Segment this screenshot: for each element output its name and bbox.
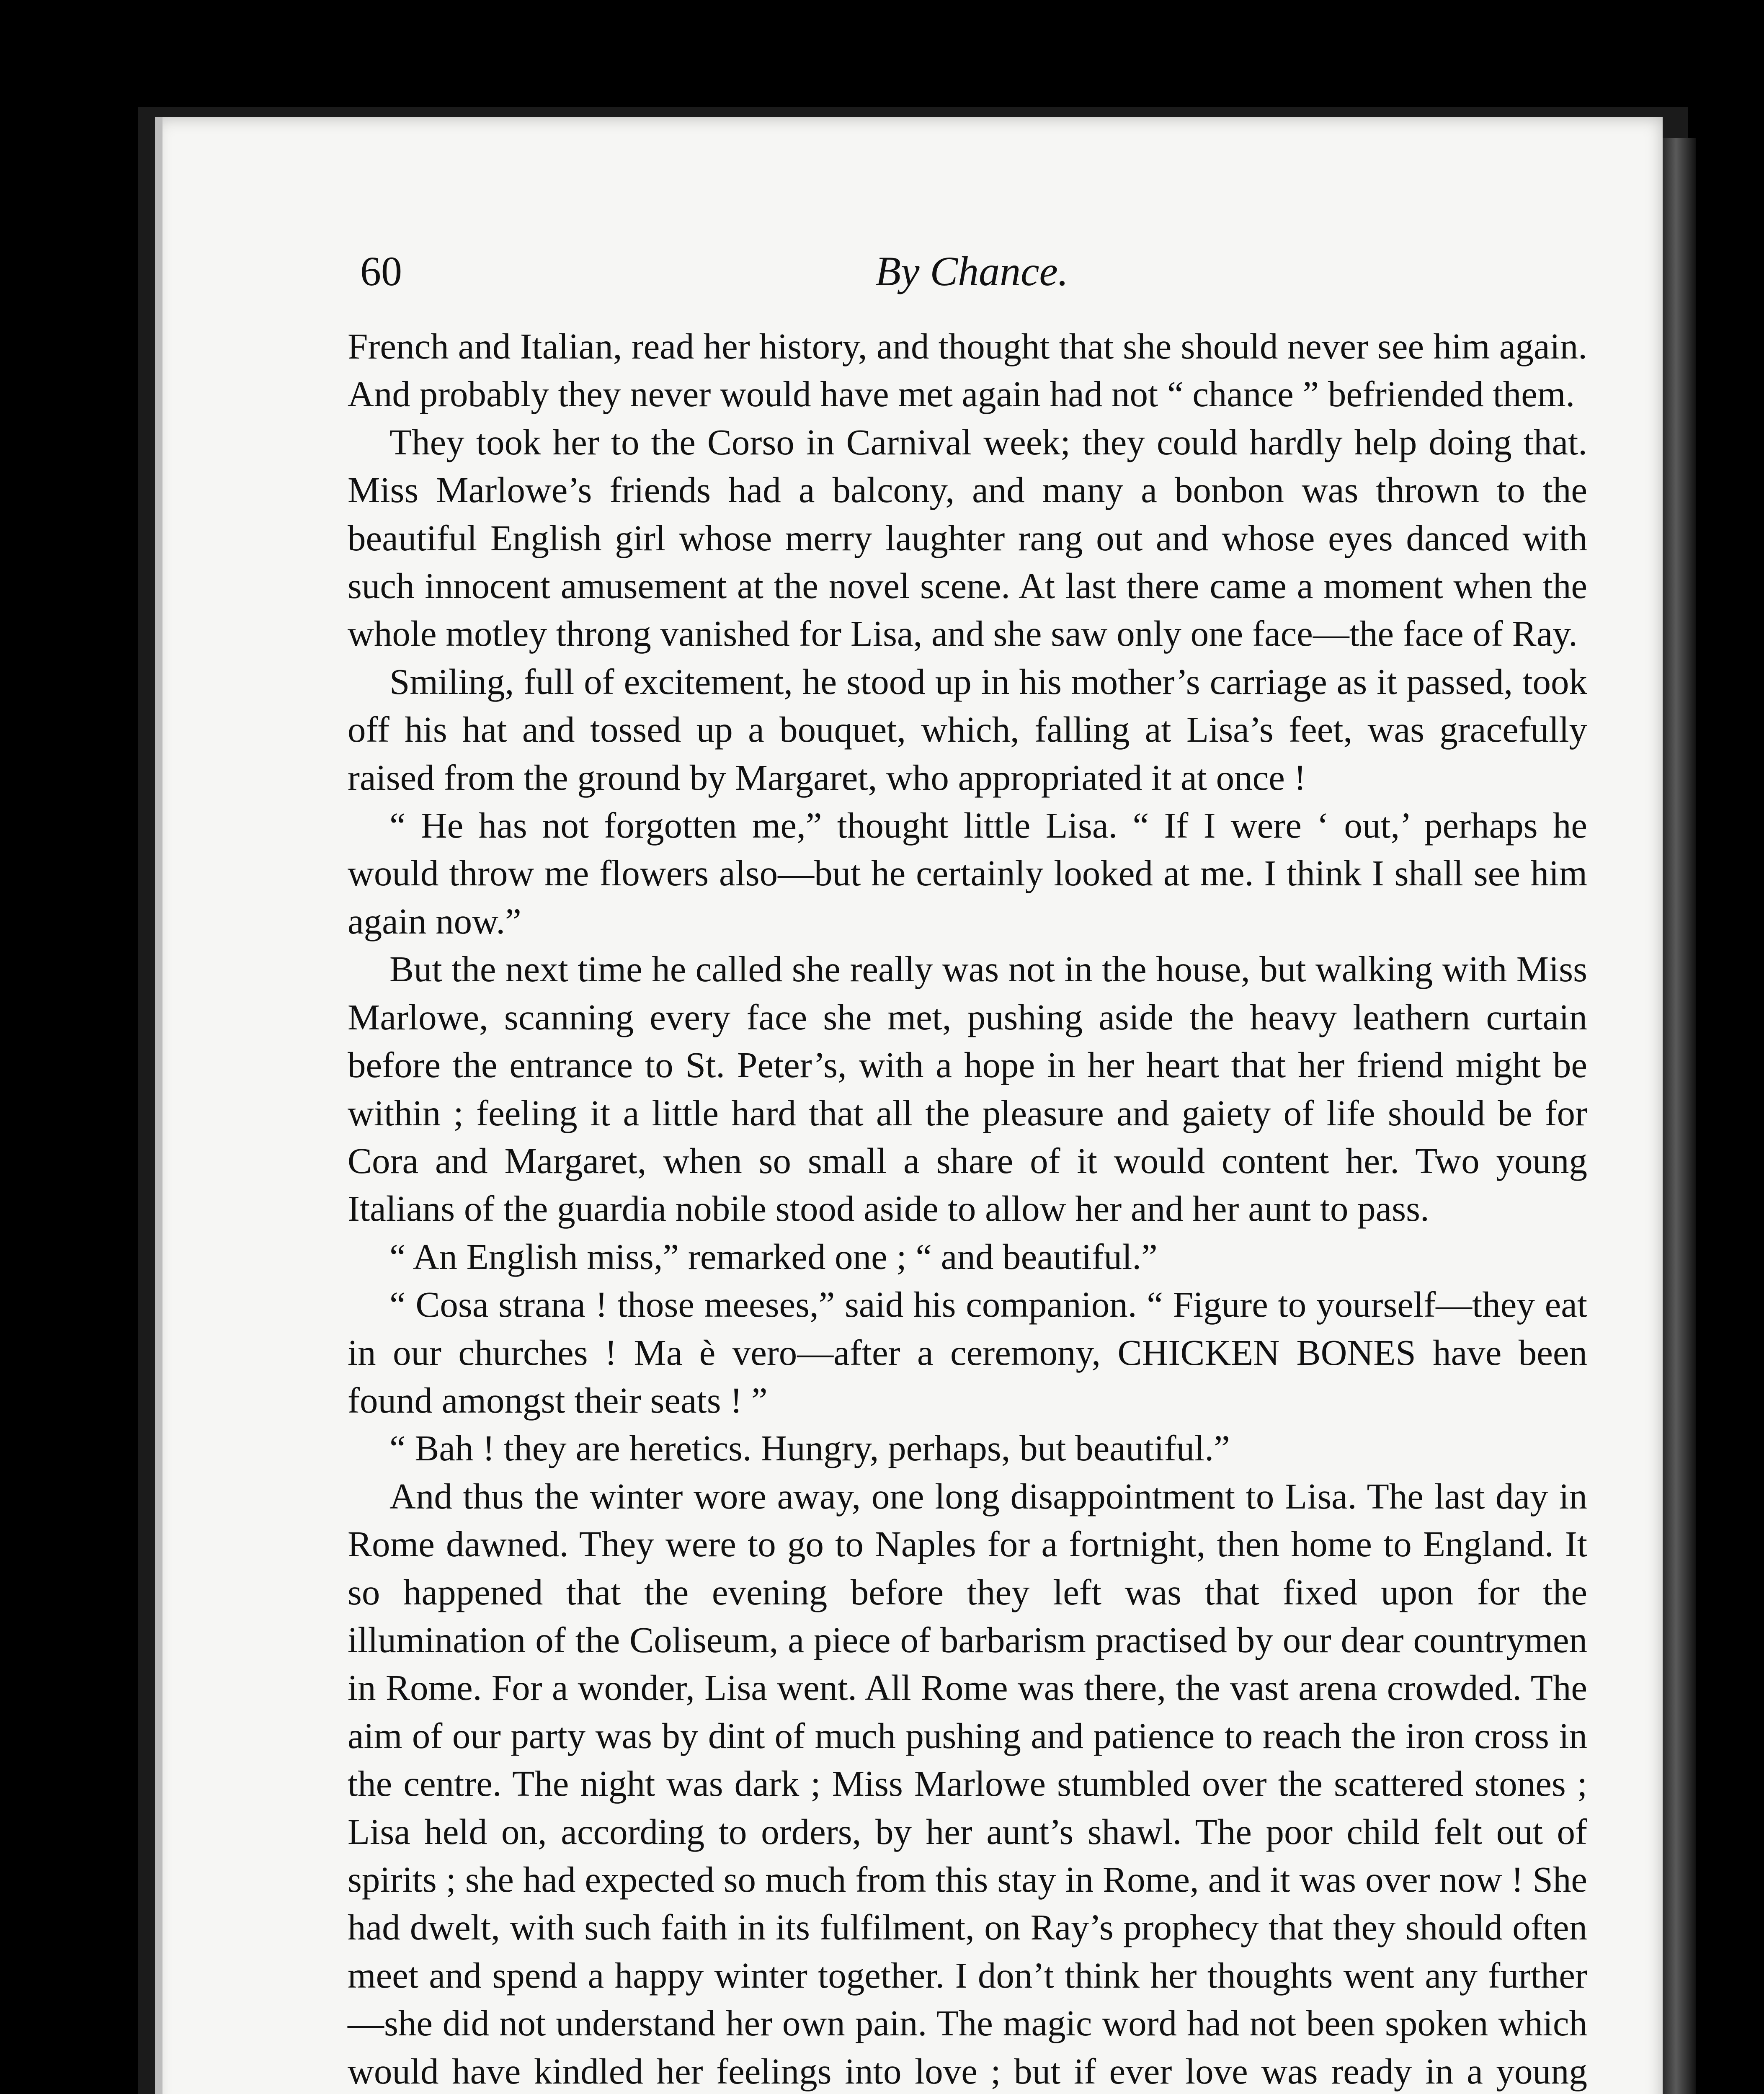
paragraph: “ An English miss,” remarked one ; “ and beautiful.” <box>389 1236 1158 1277</box>
page-edge-right <box>1663 138 1696 2094</box>
paragraph: “ He has not forgotten me,” thought little Lisa. “ If I were ‘ out,’ perhaps he would throw me flowers also—but he certainly looked at me. I think I shall see him again now.” <box>348 805 1587 941</box>
paragraph: Smiling, full of excitement, he stood up in his mother’s carriage as it passed, took off his hat and tossed up a bouquet, which, falling at Lisa’s feet, was gracefully raised from the ground by Margaret, who appropriated it at once ! <box>348 661 1587 798</box>
body-text <box>348 322 1587 2094</box>
page-number: 60 <box>360 248 402 294</box>
paragraph: And thus the winter wore away, one long disappointment to Lisa. The last day in Rome dawned. They were to go to Naples for a fortnight, then home to England. It so happened that the evening before they left was that fixed upon for the illumination of the Coliseum, a piece of barbarism practised by our dear countrymen in Rome. For a wonder, Lisa went. All Rome was there, the vast arena crowded. The aim of our party was by dint of much pushing and patience to reach the iron cross in the centre. The night was dark ; Miss Marlowe stumbled over the scattered stones ; Lisa held on, according to orders, by her aunt’s shawl. The poor child felt out of spirits ; she had expected so much from this stay in Rome, and it was over now ! She had dwelt, with such faith in its fulfilment, on Ray’s prophecy that they should often meet and spend a happy winter together. I don’t think her thoughts went any further—she did not understand her own pain. The magic word had not been spoken which would have kindled her feelings into love ; but if ever love was ready in a young <box>348 1475 1587 2091</box>
running-title: By Chance. <box>875 248 1068 294</box>
paragraph: “ Bah ! they are heretics. Hungry, perhaps, but beautiful.” <box>389 1428 1230 1469</box>
page-edge-left <box>155 117 162 2094</box>
paragraph: “ Cosa strana ! those meeses,” said his companion. “ Figure to yourself—they eat in our churches ! Ma è vero—after a ceremony, CHICKEN BONES have been found amongst their seats ! ” <box>348 1284 1587 1421</box>
paragraph: But the next time he called she really was not in the house, but walking with Miss Marlowe, scanning every face she met, pushing aside the heavy leathern curtain before the entrance to St. Peter’s, with a hope in her heart that her friend might be within ; feeling it a little hard that all the pleasure and gaiety of life should be for Cora and Margaret, when so small a share of it would content her. Two young Italians of the guardia nobile stood aside to allow her and her aunt to pass. <box>348 949 1587 1229</box>
running-head <box>360 247 1617 306</box>
paragraph: French and Italian, read her history, and thought that she should never see him again. And probably they never would have met again had not “ chance ” befriended them. <box>348 326 1587 415</box>
paragraph: They took her to the Corso in Carnival week; they could hardly help doing that. Miss Marlowe’s friends had a balcony, and many a bonbon was thrown to the beautiful English girl whose merry laughter rang out and whose eyes danced with such innocent amusement at the novel scene. At last there came a moment when the whole motley throng vanished for Lisa, and she saw only one face—the face of Ray. <box>348 421 1587 654</box>
